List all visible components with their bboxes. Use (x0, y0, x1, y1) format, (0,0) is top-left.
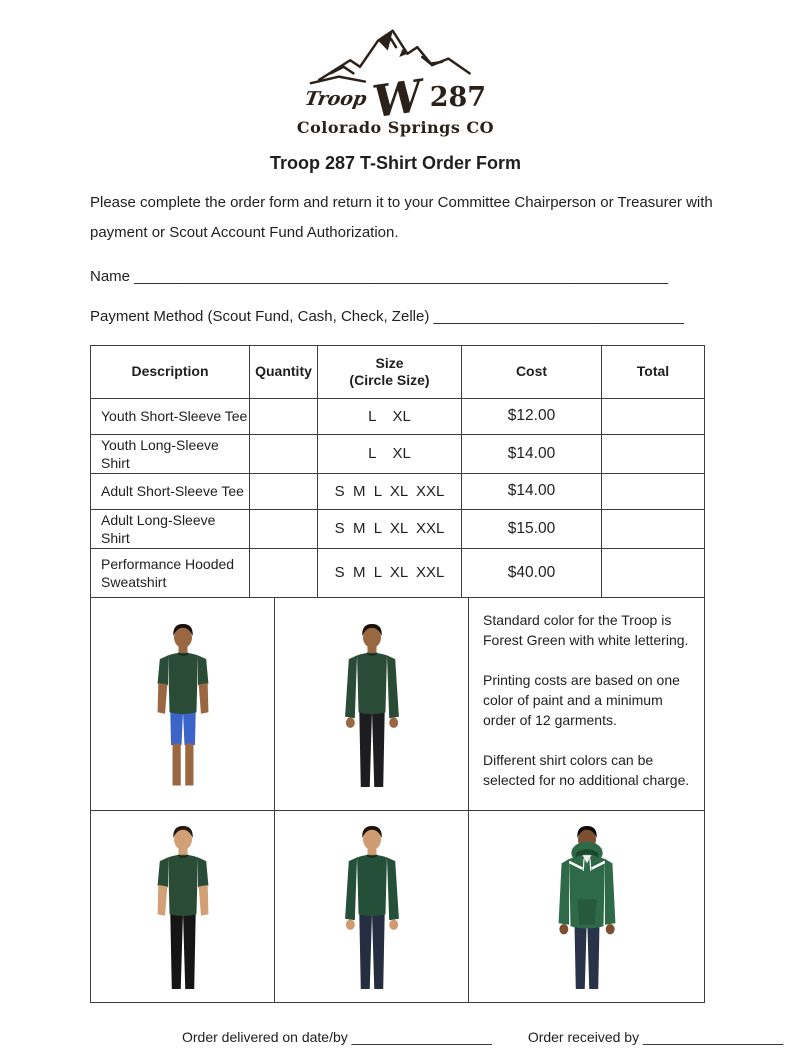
adult-short-sleeve-photo (91, 811, 274, 1002)
order-row-youth-long-sleeve (91, 434, 705, 473)
total-cell (602, 548, 705, 597)
size-options: S M L XL XXL (318, 473, 462, 509)
order-delivered-label: Order delivered on date/by (182, 1028, 348, 1045)
order-row-hooded-sweatshirt (91, 548, 705, 597)
order-received-blank: __________________ (642, 1028, 784, 1045)
size-options: S M L XL XXL (318, 548, 462, 597)
order-table-header-row (91, 345, 705, 398)
logo-w-monogram: W (369, 70, 426, 129)
quantity-cell (250, 398, 318, 434)
payment-method-label: Payment Method (Scout Fund, Cash, Check, Zelle) (90, 307, 430, 325)
payment-blank-line: ______________________________ (433, 307, 684, 325)
header-quantity: Quantity (250, 345, 318, 398)
youth-short-sleeve-photo (91, 598, 274, 810)
item-description: Adult Short-Sleeve Tee (91, 473, 250, 509)
hooded-sweatshirt-photo (469, 811, 704, 1002)
size-options: L XL (318, 434, 462, 473)
logo-location: Colorado Springs CO (296, 117, 495, 137)
order-received-label: Order received by (527, 1028, 640, 1045)
quantity-cell (250, 473, 318, 509)
size-options: L XL (318, 398, 462, 434)
order-delivered-blank: __________________ (351, 1028, 492, 1045)
quantity-cell (250, 434, 318, 473)
info-paragraph-standard-color: Standard color for the Troop is Forest Green with white lettering. (483, 611, 689, 648)
header-total: Total (602, 345, 705, 398)
page-title: Troop 287 T-Shirt Order Form (269, 152, 522, 173)
info-paragraph-printing-costs: Printing costs are based on one color of paint and a minimum order of 12 garments. (483, 671, 680, 728)
total-cell (602, 473, 705, 509)
item-description: Youth Long-Sleeve Shirt (91, 434, 250, 473)
name-blank-line: ________________________________________________________________ (134, 267, 669, 285)
payment-method-field-line (90, 303, 706, 331)
name-label: Name (90, 267, 131, 285)
header-size-line2: (Circle Size) (349, 371, 430, 388)
name-field-line (90, 263, 706, 291)
photo-grid (90, 597, 705, 1003)
total-cell (602, 509, 705, 548)
quantity-cell (250, 509, 318, 548)
adult-long-sleeve-photo (275, 811, 468, 1002)
troop-logo (256, 24, 536, 137)
order-row-youth-short-sleeve (91, 398, 705, 434)
header-description: Description (91, 345, 250, 398)
cost-value: $14.00 (462, 473, 602, 509)
footer-signature-line (182, 1028, 784, 1045)
color-info-box (469, 597, 705, 810)
item-description: Youth Short-Sleeve Tee (91, 398, 250, 434)
item-description: Adult Long-Sleeve Shirt (91, 509, 250, 548)
order-delivered-field (182, 1029, 492, 1045)
order-row-adult-short-sleeve (91, 473, 705, 509)
youth-long-sleeve-photo (275, 598, 468, 810)
size-options: S M L XL XXL (318, 509, 462, 548)
cost-value: $15.00 (462, 509, 602, 548)
total-cell (602, 398, 705, 434)
order-row-adult-long-sleeve (91, 509, 705, 548)
order-table (90, 345, 705, 598)
quantity-cell (250, 548, 318, 597)
total-cell (602, 434, 705, 473)
order-received-field (528, 1029, 783, 1045)
header-cost: Cost (462, 345, 602, 398)
logo-troop-number: 287 (429, 82, 487, 113)
item-description: Performance Hooded Sweatshirt (91, 548, 250, 597)
cost-value: $40.00 (462, 548, 602, 597)
cost-value: $12.00 (462, 398, 602, 434)
info-paragraph-shirt-colors: Different shirt colors can be selected for no additional charge. (483, 751, 690, 788)
cost-value: $14.00 (462, 434, 602, 473)
header-size (318, 345, 462, 398)
order-form-page (0, 24, 791, 1048)
intro-text: Please complete the order form and return it to your Committee Chairperson or Treasurer with payment or Scout Account Fund Authorization. (90, 193, 713, 241)
logo-troop-script: Troop (302, 88, 369, 110)
header-size-line1: Size (375, 354, 404, 371)
